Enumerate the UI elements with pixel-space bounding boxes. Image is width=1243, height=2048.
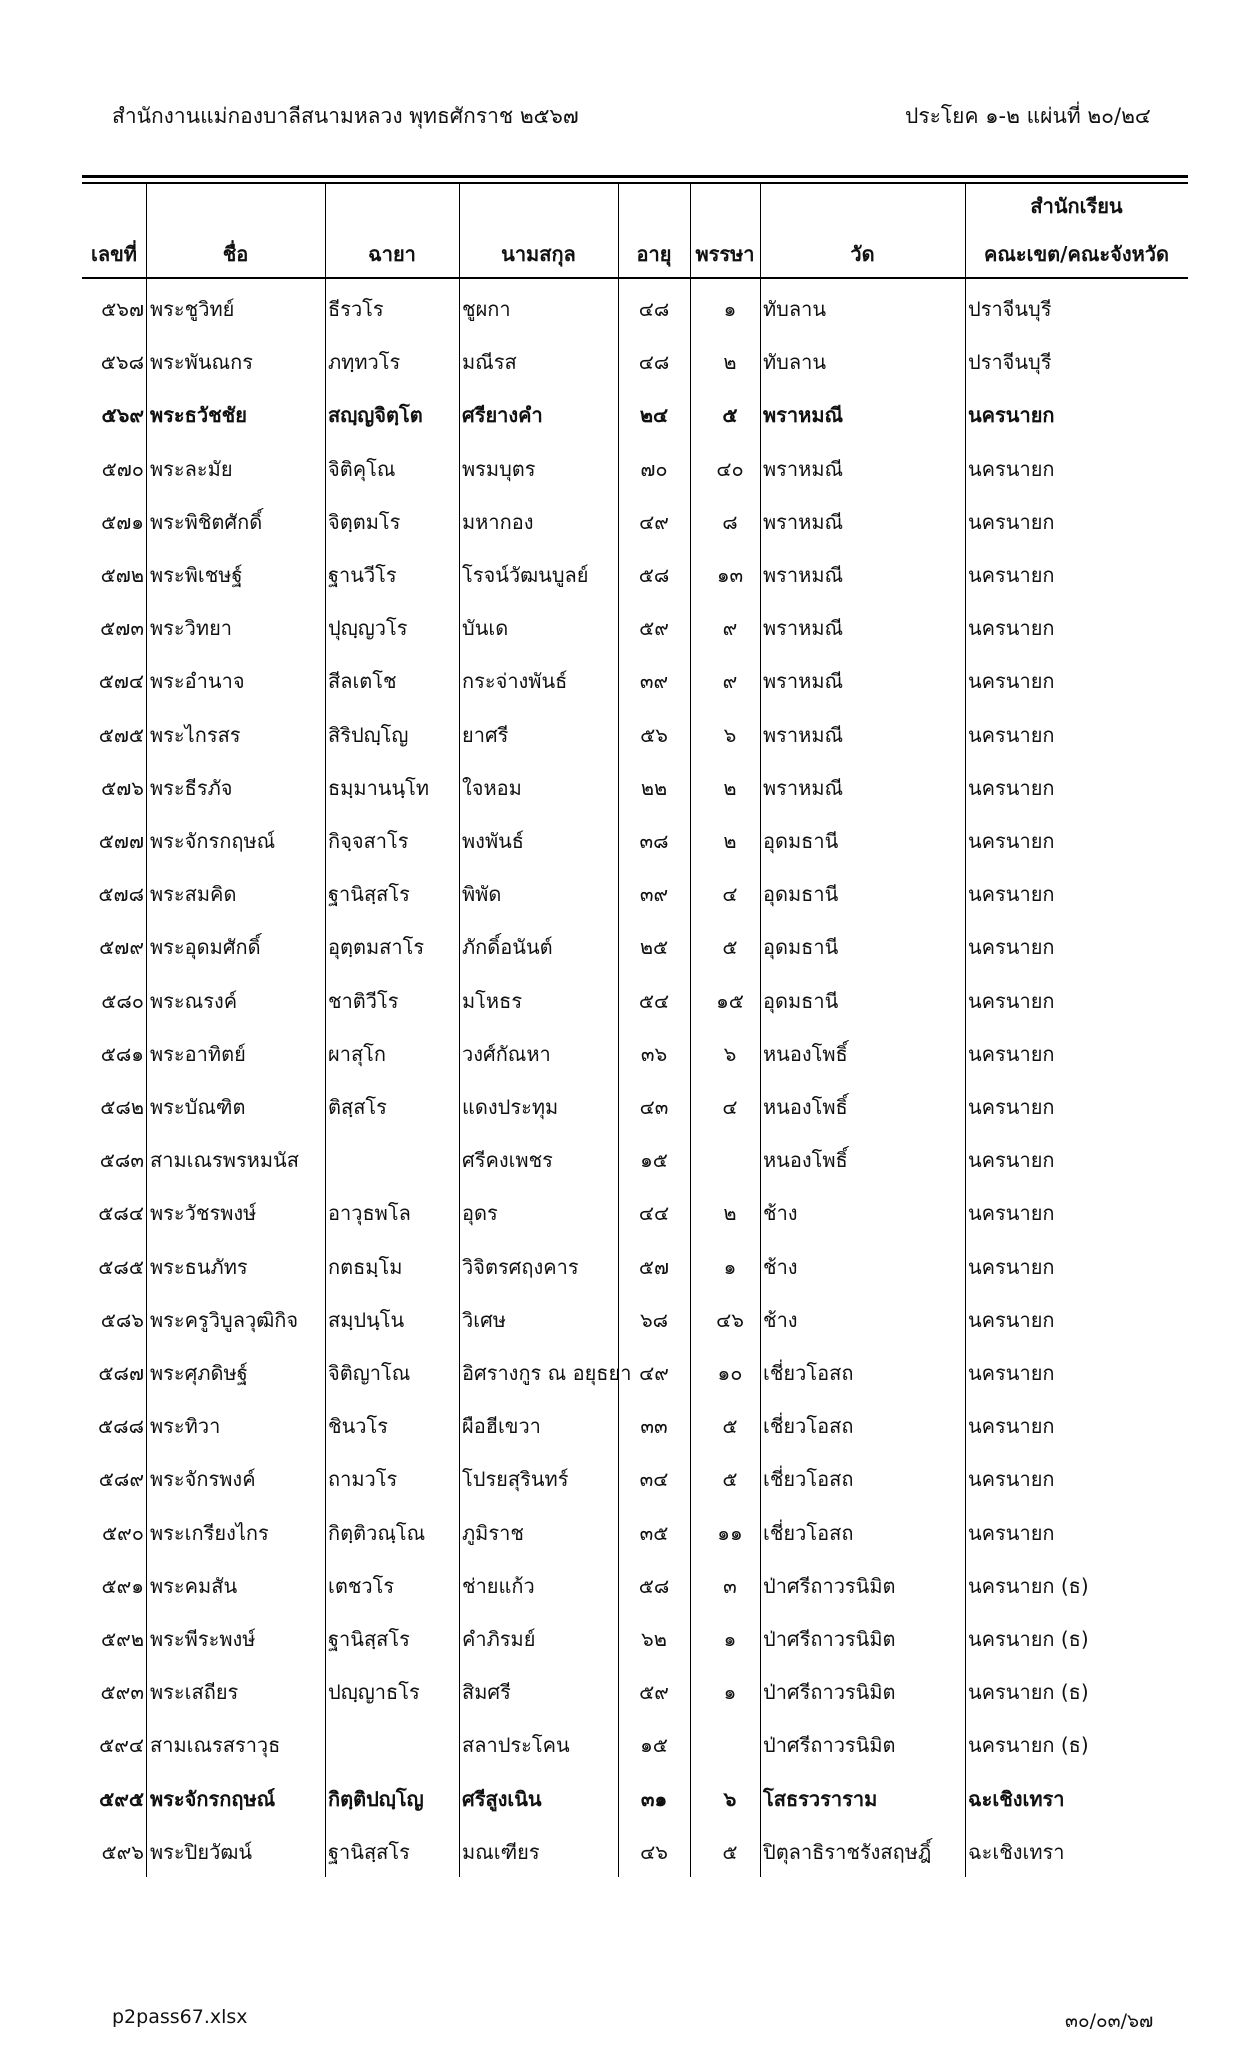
row-school: นครนายก: [968, 1148, 1055, 1173]
table-row: [0, 1028, 1243, 1081]
row-phansa: ๖: [723, 722, 737, 747]
row-school: นครนายก: [968, 935, 1055, 960]
row-surname: ชูผกา: [462, 297, 511, 321]
row-surname: พิพัด: [462, 882, 502, 907]
row-school: นครนายก: [968, 616, 1055, 641]
row-school: นครนายก: [968, 669, 1055, 694]
row-phansa: ๙: [722, 616, 738, 641]
row-number: ๕๗๗: [98, 829, 144, 853]
row-number: ๕๗๙: [99, 935, 144, 960]
table-row: [0, 389, 1243, 442]
row-age: ๖๒: [641, 1627, 667, 1651]
table-row: [0, 1400, 1243, 1453]
row-name: พระทิวา: [150, 1414, 221, 1439]
row-number: ๕๗๕: [98, 722, 144, 747]
row-phansa: ๕: [722, 935, 738, 960]
row-phansa: ๔: [722, 1095, 738, 1119]
row-name: สามเณรสราวุธ: [150, 1733, 281, 1758]
row-number: ๕๘๐: [101, 988, 144, 1013]
row-school: นครนายก: [968, 1041, 1055, 1066]
row-wat: ช้าง: [763, 1307, 798, 1332]
row-surname: มณีรส: [462, 350, 517, 375]
row-name: พระพีระพงษ์: [150, 1627, 256, 1651]
row-chaya: ฐานิสฺสโร: [328, 882, 410, 907]
row-wat: ทับลาน: [763, 297, 827, 321]
row-age: ๖๘: [639, 1307, 669, 1332]
column-header-no: เลขที่: [91, 242, 137, 266]
row-school: นครนายก: [968, 403, 1055, 428]
row-name: พระธวัชชัย: [150, 403, 247, 428]
row-name: พระวัชรพงษ์: [150, 1201, 257, 1226]
row-chaya: ชาติวีโร: [328, 988, 399, 1013]
row-surname: บันเด: [462, 616, 509, 641]
table-row: [0, 868, 1243, 921]
column-header-name: ชื่อ: [222, 242, 249, 266]
row-surname: ศรีสูงเนิน: [462, 1786, 542, 1811]
row-phansa: ๒: [723, 1201, 737, 1226]
row-chaya: จิติญาโณ: [328, 1361, 411, 1385]
row-number: ๕๘๖: [100, 1307, 144, 1332]
row-surname: ช่ายแก้ว: [462, 1573, 535, 1598]
row-chaya: ชินวโร: [328, 1414, 388, 1439]
row-wat: ช้าง: [763, 1254, 798, 1279]
row-name: พระคมสัน: [150, 1573, 238, 1598]
row-wat: เชี่ยวโอสถ: [763, 1414, 854, 1439]
row-name: พระปิยวัฒน์: [150, 1839, 253, 1864]
row-age: ๑๕: [640, 1733, 668, 1758]
row-chaya: ภทฺทวโร: [328, 350, 401, 375]
row-number: ๕๘๔: [98, 1201, 144, 1226]
row-age: ๓๙: [639, 882, 669, 907]
row-phansa: ๔: [722, 882, 738, 907]
row-chaya: ฐานวีโร: [328, 563, 397, 587]
row-phansa: ๙: [722, 669, 738, 694]
row-number: ๕๖๗: [101, 297, 144, 321]
row-name: พระบัณฑิต: [150, 1095, 246, 1119]
row-name: พระอุดมศักดิ์: [150, 935, 261, 960]
row-name: สามเณรพรหมนัส: [150, 1148, 299, 1173]
column-header-wat: วัด: [850, 242, 875, 266]
row-chaya: ปุญฺญวโร: [328, 616, 408, 641]
row-wat: เชี่ยวโอสถ: [763, 1467, 854, 1492]
row-age: ๒๒: [640, 775, 668, 800]
row-number: ๕๘๒: [100, 1095, 144, 1119]
row-phansa: ๒: [723, 775, 737, 800]
row-school: ปราจีนบุรี: [968, 350, 1052, 375]
row-surname: ศรีคงเพชร: [462, 1148, 553, 1173]
row-number: ๕๙๖: [101, 1839, 144, 1864]
row-school: นครนายก: [968, 509, 1055, 534]
row-phansa: ๔๖: [716, 1307, 744, 1332]
row-surname: อิศรางกูร ณ อยุธยา: [462, 1361, 632, 1385]
table-row: [0, 1666, 1243, 1719]
table-row: [0, 336, 1243, 389]
column-header-age: อายุ: [636, 242, 672, 266]
row-chaya: ถามวโร: [328, 1467, 398, 1492]
row-school: นครนายก: [968, 563, 1055, 587]
row-phansa: ๖: [723, 1786, 737, 1811]
row-surname: ภูมิราช: [462, 1520, 524, 1545]
row-age: ๔๘: [638, 350, 670, 375]
row-name: พระครูวิบูลวุฒิกิจ: [150, 1307, 299, 1332]
row-age: ๓๘: [639, 829, 669, 853]
row-school: นครนายก: [968, 829, 1055, 853]
row-age: ๕๘: [638, 1573, 670, 1598]
row-wat: ปิตุลาธิราชรังสฤษฎิ์: [763, 1839, 932, 1864]
row-age: ๕๙: [639, 616, 669, 641]
row-surname: กระจ่างพันธ์: [462, 669, 568, 694]
row-phansa: ๒: [723, 350, 737, 375]
row-school: นครนายก: [968, 1520, 1055, 1545]
page-header-left: สำนักงานแม่กองบาลีสนามหลวง พุทธศักราช ๒๕๖๗: [112, 104, 579, 128]
row-age: ๔๘: [638, 297, 670, 321]
row-number: ๕๘๘: [98, 1414, 144, 1439]
page-header-right: ประโยค ๑-๒ แผ่นที่ ๒๐/๒๔: [905, 104, 1151, 128]
row-phansa: ๑๑: [717, 1520, 743, 1545]
row-surname: คำภิรมย์: [462, 1627, 536, 1651]
row-wat: พราหมณี: [763, 403, 844, 428]
row-school: นครนายก (ธ): [968, 1573, 1089, 1598]
row-chaya: ติสฺสโร: [328, 1095, 387, 1119]
column-header-school-line2: คณะเขต/คณะจังหวัด: [983, 242, 1170, 266]
table-top-rule-inner: [82, 182, 1188, 184]
row-surname: ผือฮีเขวา: [462, 1414, 541, 1439]
table-row: [0, 602, 1243, 655]
row-age: ๒๔: [639, 403, 669, 428]
row-surname: ศรียางคำ: [462, 403, 543, 428]
row-number: ๕๙๕: [99, 1786, 144, 1811]
row-name: พระอาทิตย์: [150, 1041, 246, 1066]
row-surname: วงศ์กัณหา: [462, 1041, 551, 1066]
row-wat: พราหมณี: [763, 616, 844, 641]
row-phansa: ๘: [722, 509, 738, 534]
row-chaya: ผาสุโก: [328, 1041, 387, 1066]
row-number: ๕๗๔: [98, 669, 144, 694]
row-chaya: อุตฺตมสาโร: [328, 935, 425, 960]
row-name: พระพิเชษฐ์: [150, 563, 243, 587]
row-phansa: ๑: [723, 1627, 737, 1651]
table-header-rule: [82, 277, 1188, 279]
row-name: พระชูวิทย์: [150, 297, 235, 321]
table-row: [0, 1241, 1243, 1294]
row-name: พระณรงค์: [150, 988, 238, 1013]
row-age: ๓๑: [640, 1786, 668, 1811]
table-row: [0, 709, 1243, 762]
row-name: พระเสถียร: [150, 1680, 239, 1705]
row-name: พระพันณกร: [150, 350, 253, 375]
row-phansa: ๑: [723, 1254, 737, 1279]
row-surname: มหากอง: [462, 509, 534, 534]
row-wat: เชี่ยวโอสถ: [763, 1361, 854, 1385]
row-phansa: ๕: [722, 403, 738, 428]
row-school: นครนายก: [968, 722, 1055, 747]
row-phansa: ๔๐: [716, 456, 744, 481]
row-wat: โสธรวราราม: [763, 1786, 878, 1811]
row-number: ๕๘๗: [98, 1361, 144, 1385]
row-number: ๕๘๓: [99, 1148, 144, 1173]
row-age: ๓๓: [640, 1414, 668, 1439]
row-surname: พงพันธ์: [462, 829, 525, 853]
row-wat: หนองโพธิ์: [763, 1095, 848, 1119]
row-chaya: เตชวโร: [328, 1573, 395, 1598]
column-header-phansa: พรรษา: [695, 242, 755, 266]
row-chaya: ธีรวโร: [328, 297, 384, 321]
row-chaya: สีลเตโช: [328, 669, 397, 694]
row-name: พระอำนาจ: [150, 669, 245, 694]
row-age: ๔๖: [640, 1839, 668, 1864]
row-age: ๕๘: [638, 563, 670, 587]
row-phansa: ๕: [722, 1839, 738, 1864]
row-number: ๕๙๐: [102, 1520, 144, 1545]
row-phansa: ๕: [722, 1467, 738, 1492]
column-header-school-line1: สำนักเรียน: [1030, 194, 1123, 218]
row-name: พระธนภัทร: [150, 1254, 248, 1279]
table-row: [0, 1081, 1243, 1134]
row-number: ๕๙๑: [101, 1573, 144, 1598]
row-surname: สลาประโคน: [462, 1733, 570, 1758]
row-chaya: จิตฺตมโร: [328, 509, 401, 534]
table-row: [0, 1560, 1243, 1613]
row-age: ๑๕: [640, 1148, 668, 1173]
row-school: นครนายก (ธ): [968, 1627, 1089, 1651]
row-number: ๕๗๐: [101, 456, 144, 481]
table-row: [0, 655, 1243, 708]
row-name: พระสมคิด: [150, 882, 237, 907]
row-age: ๕๙: [639, 1680, 669, 1705]
table-row: [0, 1507, 1243, 1560]
row-wat: พราหมณี: [763, 509, 844, 534]
row-number: ๕๗๖: [101, 775, 144, 800]
table-row: [0, 1134, 1243, 1187]
row-school: นครนายก: [968, 775, 1055, 800]
row-age: ๗๐: [640, 456, 668, 481]
row-school: นครนายก: [968, 988, 1055, 1013]
row-wat: หนองโพธิ์: [763, 1148, 848, 1173]
row-phansa: ๖: [723, 1041, 737, 1066]
row-wat: พราหมณี: [763, 722, 844, 747]
row-surname: ยาศรี: [462, 722, 509, 747]
row-surname: โรจน์วัฒนบูลย์: [462, 563, 589, 587]
row-name: พระธีรภัจ: [150, 775, 233, 800]
row-wat: อุดมธานี: [763, 935, 839, 960]
row-wat: ป่าศรีถาวรนิมิต: [763, 1627, 896, 1651]
table-row: [0, 443, 1243, 496]
row-wat: ช้าง: [763, 1201, 798, 1226]
row-age: ๔๙: [639, 1361, 669, 1385]
row-wat: เชี่ยวโอสถ: [763, 1520, 854, 1545]
row-school: นครนายก (ธ): [968, 1680, 1089, 1705]
column-header-chaya: ฉายา: [368, 242, 416, 266]
row-school: นครนายก: [968, 1254, 1055, 1279]
row-age: ๓๙: [639, 669, 669, 694]
row-chaya: ฐานิสฺสโร: [328, 1839, 410, 1864]
row-surname: มโหธร: [462, 988, 523, 1013]
row-school: นครนายก: [968, 1201, 1055, 1226]
table-row: [0, 921, 1243, 974]
row-surname: สิมศรี: [462, 1680, 511, 1705]
row-school: ฉะเชิงเทรา: [968, 1839, 1065, 1864]
row-number: ๕๘๙: [98, 1467, 144, 1492]
row-wat: หนองโพธิ์: [763, 1041, 848, 1066]
row-surname: มณเฑียร: [462, 1839, 540, 1864]
row-school: นครนายก: [968, 1414, 1055, 1439]
row-chaya: จิติคุโณ: [328, 456, 396, 481]
row-chaya: อาวุธพโล: [328, 1201, 411, 1226]
row-number: ๕๙๔: [99, 1733, 144, 1758]
row-chaya: ฐานิสฺสโร: [328, 1627, 410, 1651]
row-phansa: ๑๕: [716, 988, 744, 1013]
row-age: ๓๕: [639, 1520, 669, 1545]
row-wat: อุดมธานี: [763, 882, 839, 907]
row-name: พระจักรกฤษณ์: [150, 1786, 276, 1811]
row-name: พระพิชิตศักดิ์: [150, 509, 263, 534]
table-row: [0, 815, 1243, 868]
row-age: ๒๕: [639, 935, 669, 960]
row-surname: ใจหอม: [462, 775, 522, 800]
row-number: ๕๗๘: [98, 882, 144, 907]
row-school: นครนายก: [968, 1307, 1055, 1332]
row-name: พระไกรสร: [150, 722, 241, 747]
row-wat: พราหมณี: [763, 669, 844, 694]
row-phansa: ๒: [723, 829, 737, 853]
row-school: นครนายก (ธ): [968, 1733, 1089, 1758]
row-age: ๕๖: [640, 722, 668, 747]
row-number: ๕๙๒: [101, 1627, 144, 1651]
row-number: ๕๖๘: [100, 350, 144, 375]
row-number: ๕๗๒: [100, 563, 144, 587]
table-row: [0, 1453, 1243, 1506]
row-surname: วิจิตรศฤงคาร: [462, 1254, 579, 1279]
row-wat: พราหมณี: [763, 775, 844, 800]
row-wat: ป่าศรีถาวรนิมิต: [763, 1680, 896, 1705]
row-phansa: ๑๐: [717, 1361, 743, 1385]
row-age: ๔๙: [639, 509, 669, 534]
row-school: ปราจีนบุรี: [968, 297, 1052, 321]
table-row: [0, 1347, 1243, 1400]
table-row: [0, 1187, 1243, 1240]
row-age: ๕๗: [638, 1254, 670, 1279]
row-wat: ป่าศรีถาวรนิมิต: [763, 1573, 896, 1598]
table-row: [0, 1826, 1243, 1879]
row-name: พระละมัย: [150, 456, 233, 481]
table-row: [0, 762, 1243, 815]
row-wat: พราหมณี: [763, 456, 844, 481]
row-phansa: ๑: [723, 297, 737, 321]
row-school: นครนายก: [968, 1467, 1055, 1492]
row-phansa: ๑๓: [716, 563, 744, 587]
row-number: ๕๙๓: [100, 1680, 144, 1705]
table-row: [0, 283, 1243, 336]
row-wat: อุดมธานี: [763, 829, 839, 853]
row-wat: ป่าศรีถาวรนิมิต: [763, 1733, 896, 1758]
footer-date: ๓๐/๐๓/๖๗: [1065, 2010, 1154, 2032]
row-school: นครนายก: [968, 456, 1055, 481]
row-name: พระจักรพงค์: [150, 1467, 256, 1492]
row-name: พระจักรกฤษณ์: [150, 829, 276, 853]
row-number: ๕๘๕: [98, 1254, 144, 1279]
table-row: [0, 1773, 1243, 1826]
row-name: พระวิทยา: [150, 616, 233, 641]
row-chaya: สญฺญจิตฺโต: [328, 403, 423, 428]
row-chaya: สมฺปนฺโน: [328, 1307, 405, 1332]
row-surname: พรมบุตร: [462, 456, 536, 481]
row-surname: โปรยสุรินทร์: [462, 1467, 569, 1492]
table-top-rule: [82, 175, 1188, 178]
row-chaya: ปญฺญาธโร: [328, 1680, 420, 1705]
table-row: [0, 549, 1243, 602]
row-chaya: กิจฺจสาโร: [328, 829, 409, 853]
row-name: พระเกรียงไกร: [150, 1520, 269, 1545]
row-surname: วิเศษ: [462, 1307, 506, 1332]
row-phansa: ๓: [723, 1573, 737, 1598]
row-number: ๕๗๑: [101, 509, 144, 534]
row-surname: ภักดิ์อนันต์: [462, 935, 553, 960]
row-age: ๔๓: [639, 1095, 669, 1119]
row-number: ๕๖๙: [101, 403, 144, 428]
row-wat: พราหมณี: [763, 563, 844, 587]
row-phansa: ๕: [722, 1414, 738, 1439]
row-age: ๓๔: [639, 1467, 669, 1492]
table-row: [0, 975, 1243, 1028]
row-wat: ทับลาน: [763, 350, 827, 375]
row-school: นครนายก: [968, 882, 1055, 907]
column-header-surname: นามสกุล: [501, 242, 576, 266]
row-number: ๕๘๑: [100, 1041, 144, 1066]
row-chaya: กตธมฺโม: [328, 1254, 403, 1279]
row-number: ๕๗๓: [100, 616, 144, 641]
table-row: [0, 1719, 1243, 1772]
table-row: [0, 1294, 1243, 1347]
row-age: ๔๔: [638, 1201, 670, 1226]
row-chaya: ธมฺมานนฺโท: [328, 775, 430, 800]
row-chaya: สิริปญฺโญ: [328, 722, 409, 747]
row-school: นครนายก: [968, 1361, 1055, 1385]
row-age: ๓๖: [640, 1041, 668, 1066]
row-chaya: กิตฺติปญฺโญ: [328, 1786, 424, 1811]
table-row: [0, 1613, 1243, 1666]
row-chaya: กิตฺติวณฺโณ: [328, 1520, 426, 1545]
row-school: นครนายก: [968, 1095, 1055, 1119]
row-wat: อุดมธานี: [763, 988, 839, 1013]
table-row: [0, 496, 1243, 549]
footer-filename: p2pass67.xlsx: [112, 2006, 248, 2028]
row-surname: อุดร: [462, 1201, 498, 1226]
row-phansa: ๑: [723, 1680, 737, 1705]
row-school: ฉะเชิงเทรา: [968, 1786, 1065, 1811]
row-age: ๕๔: [638, 988, 670, 1013]
row-surname: แดงประทุม: [462, 1095, 559, 1119]
row-name: พระศุภดิษฐ์: [150, 1361, 248, 1385]
